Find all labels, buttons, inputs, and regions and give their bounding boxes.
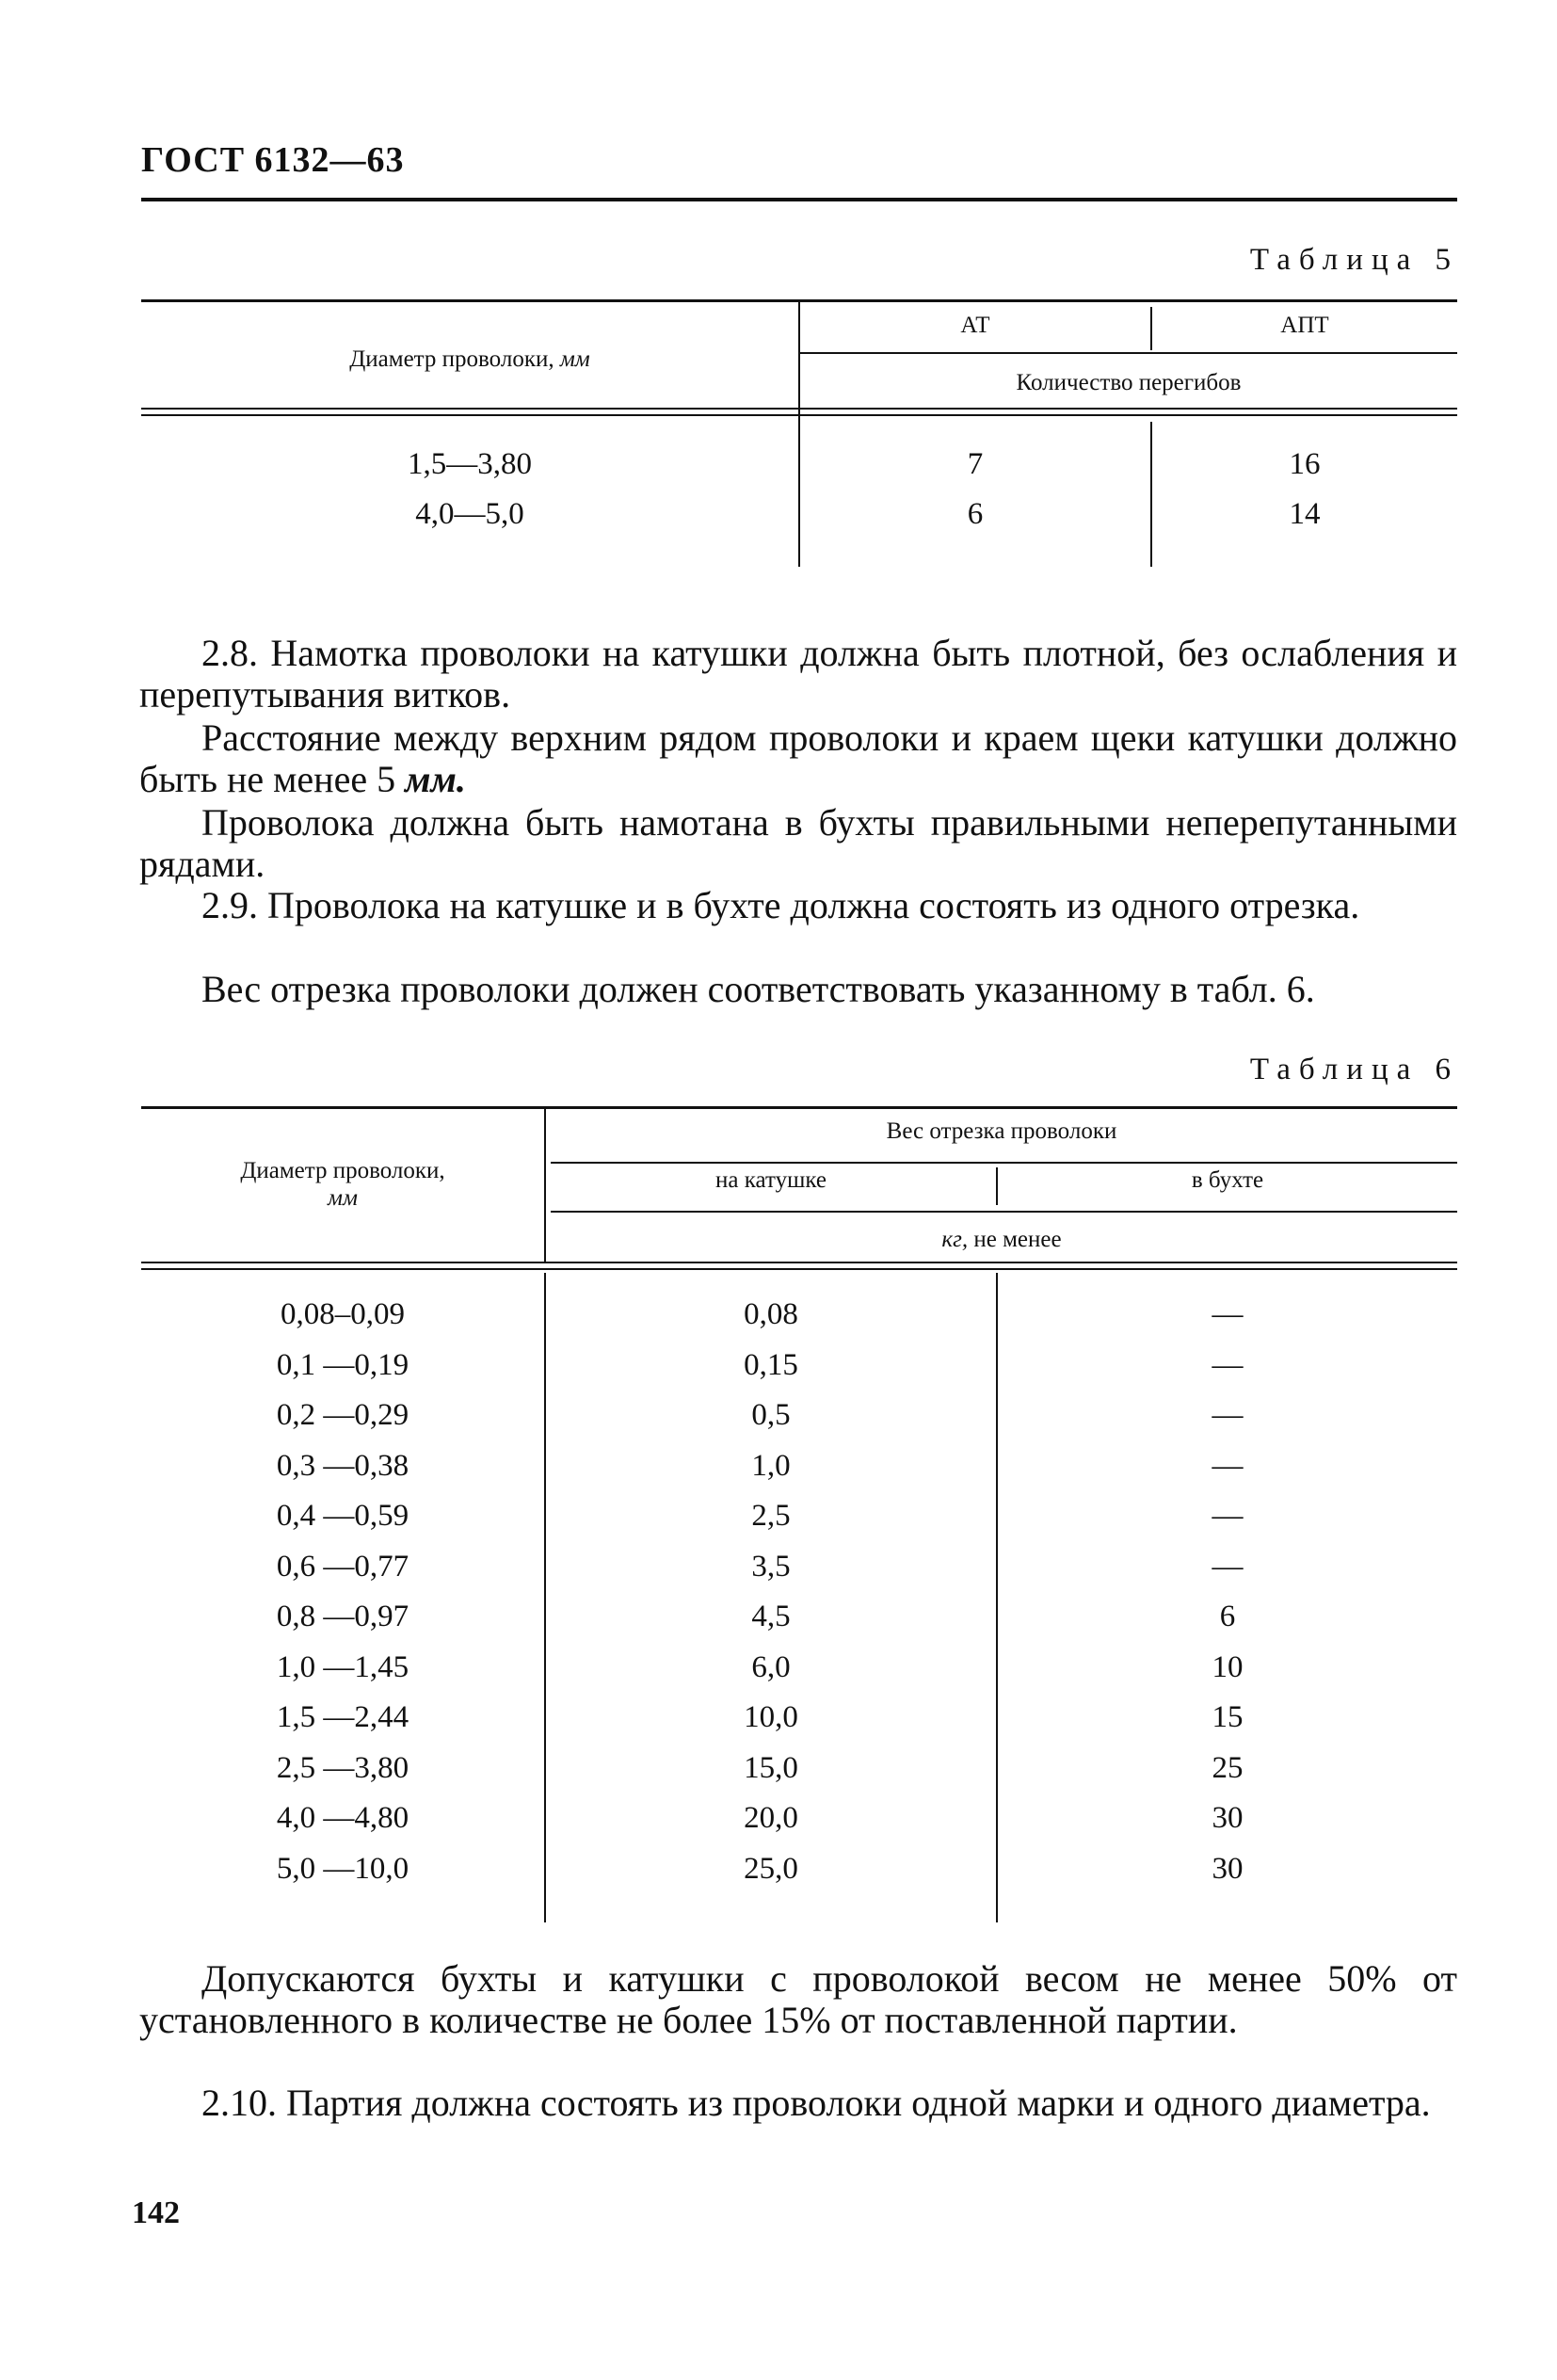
paragraph-2-10 xyxy=(139,2082,1457,2124)
table6-cell-diameter: 0,1 —0,19 xyxy=(276,1347,409,1382)
table6-cell-diameter: 0,6 —0,77 xyxy=(276,1549,409,1584)
table6-cell-coil: — xyxy=(1212,1347,1244,1382)
paragraph-coils xyxy=(139,802,1457,885)
table6-cell-coil: 25 xyxy=(1212,1750,1244,1785)
table5-cell-diameter: 1,5—3,80 xyxy=(408,447,532,481)
table6-cell-spool: 3,5 xyxy=(751,1549,791,1584)
table6-caption: Таблица 6 xyxy=(1249,1053,1459,1086)
table6-cell-coil: 30 xyxy=(1212,1801,1244,1835)
table6-top-rule xyxy=(141,1106,1457,1109)
table6-header-rule xyxy=(141,1268,1457,1270)
table6-cell-spool: 2,5 xyxy=(751,1499,791,1533)
table6-col-diameter-label: Диаметр проволоки, xyxy=(240,1158,445,1183)
table5-col-diameter-label: Диаметр проволоки, xyxy=(349,346,554,372)
table6-cell-coil: — xyxy=(1212,1297,1244,1331)
paragraph-text: Расстояние между верхним рядом проволоки и краем щеки катушки должно быть не менее 5 xyxy=(139,716,1457,800)
paragraph-text: 2.9. Проволока на катушке и в бухте должна состоять из одного отрезка. xyxy=(201,884,1360,926)
paragraph-weight xyxy=(139,969,1457,1010)
table5-col-diameter-unit: мм xyxy=(559,346,590,372)
table6-cell-diameter: 4,0 —4,80 xyxy=(276,1801,409,1835)
table6-cell-diameter: 2,5 —3,80 xyxy=(276,1750,409,1785)
document-header: ГОСТ 6132—63 xyxy=(141,140,405,180)
table6-header-rule xyxy=(551,1211,1457,1213)
table6-unit-rest: не менее xyxy=(968,1227,1062,1252)
table5-col-diameter xyxy=(141,346,798,374)
table6-col-diameter xyxy=(141,1158,544,1213)
table6-cell-spool: 25,0 xyxy=(744,1851,798,1886)
table6-cell-spool: 10,0 xyxy=(744,1700,798,1734)
table5-cell-at: 7 xyxy=(967,447,984,481)
table6-cell-coil: 6 xyxy=(1219,1600,1236,1633)
table6-col-weight: Вес отрезка проволоки xyxy=(886,1118,1117,1144)
table5-col-at: АТ xyxy=(960,313,990,338)
header-rule xyxy=(141,198,1457,201)
table5-subheader: Количество перегибов xyxy=(1016,370,1242,395)
table6-cell-diameter: 0,8 —0,97 xyxy=(276,1600,409,1633)
table6-cell-spool: 0,15 xyxy=(744,1347,798,1382)
table6-cell-diameter: 0,4 —0,59 xyxy=(276,1499,409,1533)
table6-cell-spool: 4,5 xyxy=(751,1600,791,1633)
page-number: 142 xyxy=(132,2195,180,2230)
table6-col-coil: в бухте xyxy=(1191,1167,1264,1193)
table5-cell-apt: 16 xyxy=(1289,447,1321,481)
table6-header-rule xyxy=(141,1262,1457,1263)
table5-cell-at: 6 xyxy=(967,497,984,531)
table6-cell-coil: — xyxy=(1212,1398,1244,1432)
table6-cell-spool: 20,0 xyxy=(744,1801,798,1835)
table5-cell-diameter: 4,0—5,0 xyxy=(415,497,524,531)
table6-cell-coil: 30 xyxy=(1212,1851,1244,1886)
table6-header-rule xyxy=(551,1162,1457,1164)
table6-cell-spool: 0,5 xyxy=(751,1398,791,1432)
table6-col-spool: на катушке xyxy=(715,1167,827,1193)
table6-cell-spool: 6,0 xyxy=(751,1649,791,1684)
paragraph-tolerance xyxy=(139,1958,1457,2041)
table6-unit-kg: кг, xyxy=(941,1227,969,1252)
paragraph-2-9 xyxy=(139,885,1457,926)
table6-cell-coil: — xyxy=(1212,1448,1244,1483)
table6-cell-coil: — xyxy=(1212,1549,1244,1584)
table6-cell-coil: — xyxy=(1212,1499,1244,1533)
table6-cell-spool: 15,0 xyxy=(744,1750,798,1785)
table6-cell-diameter: 1,0 —1,45 xyxy=(276,1649,409,1684)
table5-header-rule xyxy=(141,414,1457,416)
table6-cell-spool: 0,08 xyxy=(744,1297,798,1331)
table6-unit-row xyxy=(546,1227,1457,1254)
paragraph-text: Допускаются бухты и катушки с проволокой весом не менее 50% от установленного в количестве не более 15% от поставленной партии. xyxy=(139,1957,1457,2041)
paragraph-text: 2.8. Намотка проволоки на катушки должна быть плотной, без ослабления и перепутывания витков. xyxy=(139,632,1457,716)
table5-caption: Таблица 5 xyxy=(1249,243,1459,277)
table5-header-rule xyxy=(141,408,1457,410)
table6-cell-diameter: 0,2 —0,29 xyxy=(276,1398,409,1432)
table5-cell-apt: 14 xyxy=(1289,497,1321,531)
paragraph-text: Проволока должна быть намотана в бухты правильными неперепутанными рядами. xyxy=(139,801,1457,885)
paragraph-text: 2.10. Партия должна состоять из проволоки одной марки и одного диаметра. xyxy=(201,2082,1431,2124)
table6-cell-coil: 10 xyxy=(1212,1649,1244,1684)
table6-cell-diameter: 0,3 —0,38 xyxy=(276,1448,409,1483)
table6-col-diameter-unit: мм xyxy=(328,1184,358,1211)
table6-cell-coil: 15 xyxy=(1212,1700,1244,1734)
table6-cell-spool: 1,0 xyxy=(751,1448,791,1483)
paragraph-unit: мм. xyxy=(405,758,466,800)
table5-col-apt: АПТ xyxy=(1280,313,1329,338)
paragraph-text: Вес отрезка проволоки должен соответствовать указанному в табл. 6. xyxy=(201,968,1315,1010)
paragraph-distance xyxy=(139,717,1457,800)
table5-divider xyxy=(1150,422,1152,567)
table5-header-rule xyxy=(800,352,1457,354)
table6-cell-diameter: 1,5 —2,44 xyxy=(276,1700,409,1734)
table6-cell-diameter: 0,08–0,09 xyxy=(281,1297,405,1331)
paragraph-2-8 xyxy=(139,633,1457,716)
table6-cell-diameter: 5,0 —10,0 xyxy=(276,1851,409,1886)
